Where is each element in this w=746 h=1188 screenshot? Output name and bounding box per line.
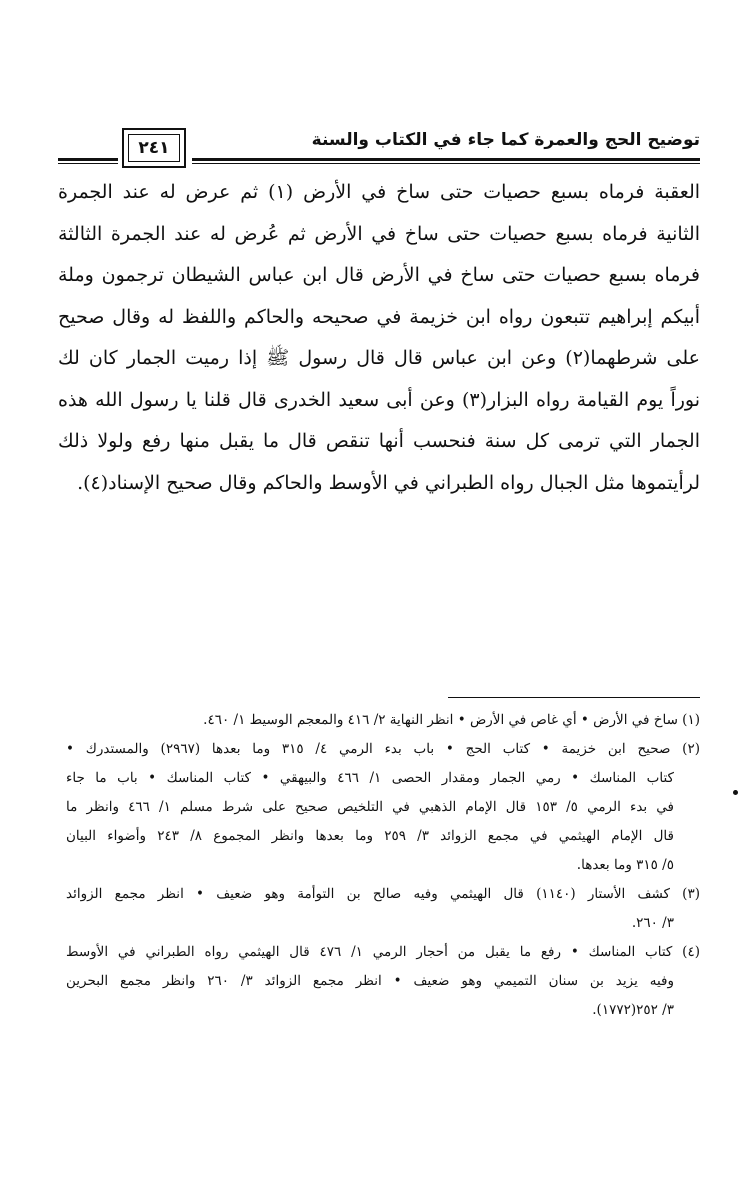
footnote-4: (٤) كتاب المناسك • رفع ما يقبل من أحجار الرمي ١/ ٤٧٦ قال الهيثمي رواه الطبراني في الأوسط bbox=[66, 944, 700, 960]
page-number-box bbox=[122, 128, 186, 168]
footnote-1: (١) ساخ في الأرض • أي غاص في الأرض • انظر النهاية ٢/ ٤١٦ والمعجم الوسيط ١/ ٤٦٠. bbox=[203, 712, 700, 728]
footnote-2: (٢) صحيح ابن خزيمة • كتاب الحج • باب بدء الرمي ٤/ ٣١٥ وما بعدها (٢٩٦٧) والمستدرك • bbox=[66, 741, 700, 757]
footnote-2-line: ٥/ ٣١٥ وما بعدها. bbox=[576, 857, 674, 873]
main-text bbox=[58, 172, 700, 504]
text-line: الثانية فرماه بسبع حصيات حتى ساخ في الأرض ثم عُرض له عند الجمرة الثالثة bbox=[58, 222, 700, 245]
text-line: نوراً يوم القيامة رواه البزار(٣) وعن أبى سعيد الخدرى قال قلنا يا رسول الله هذه bbox=[58, 388, 700, 411]
footnote-separator bbox=[448, 697, 700, 698]
page-header bbox=[58, 128, 700, 172]
header-rule bbox=[192, 158, 700, 164]
text-line: الجمار التي ترمى كل سنة فنحسب أنها تنقص قال ما يقبل منها رفع ولولا ذلك bbox=[58, 430, 700, 452]
footnote-4-line: وفيه يزيد بن سنان التميمي وهو ضعيف • انظر مجمع الزوائد ٣/ ٢٦٠ وانظر مجمع البحرين bbox=[66, 973, 674, 989]
text-line: فرماه بسبع حصيات حتى ساخ في الأرض قال ابن عباس الشيطان ترجمون وملة bbox=[58, 264, 700, 286]
footnote-2-line: قال الإمام الهيثمي في مجمع الزوائد ٣/ ٢٥٩ وما بعدها وانظر المجموع ٨/ ٢٤٣ وأضواء البيان bbox=[66, 828, 674, 844]
page-number: ٢٤١ bbox=[128, 134, 180, 162]
running-title: توضيح الحج والعمرة كما جاء في الكتاب والسنة bbox=[311, 130, 700, 150]
footnote-3: (٣) كشف الأستار (١١٤٠) قال الهيثمي وفيه صالح بن التوأمة وهو ضعيف • انظر مجمع الزوائد bbox=[66, 886, 700, 902]
footnote-4-line: ٣/ ٢٥٢(١٧٧٢). bbox=[592, 1002, 674, 1018]
text-line: لرأيتموها مثل الجبال رواه الطبراني في الأوسط والحاكم وقال صحيح الإسناد(٤). bbox=[77, 471, 700, 494]
footnotes bbox=[66, 706, 700, 1025]
text-line: أبيكم إبراهيم تتبعون رواه ابن خزيمة في صحيحه والحاكم واللفظ له وقال صحيح bbox=[58, 305, 700, 328]
text-line: العقبة فرماه بسبع حصيات حتى ساخ في الأرض (١) ثم عرض له عند الجمرة bbox=[58, 181, 700, 203]
header-rule-left bbox=[58, 158, 118, 164]
footnote-2-line: كتاب المناسك • رمي الجمار ومقدار الحصى ١/ ٤٦٦ والبيهقي • كتاب المناسك • باب ما جاء bbox=[66, 770, 674, 786]
footnote-3-line: ٣/ ٢٦٠. bbox=[631, 915, 674, 931]
margin-mark bbox=[733, 790, 738, 795]
footnote-2-line: في بدء الرمي ٥/ ١٥٣ قال الإمام الذهبي في التلخيص صحيح على شرط مسلم ١/ ٤٦٦ وانظر ما bbox=[66, 799, 675, 815]
text-line: على شرطهما(٢) وعن ابن عباس قال قال رسول ﷺ إذا رميت الجمار كان لك bbox=[58, 347, 700, 369]
